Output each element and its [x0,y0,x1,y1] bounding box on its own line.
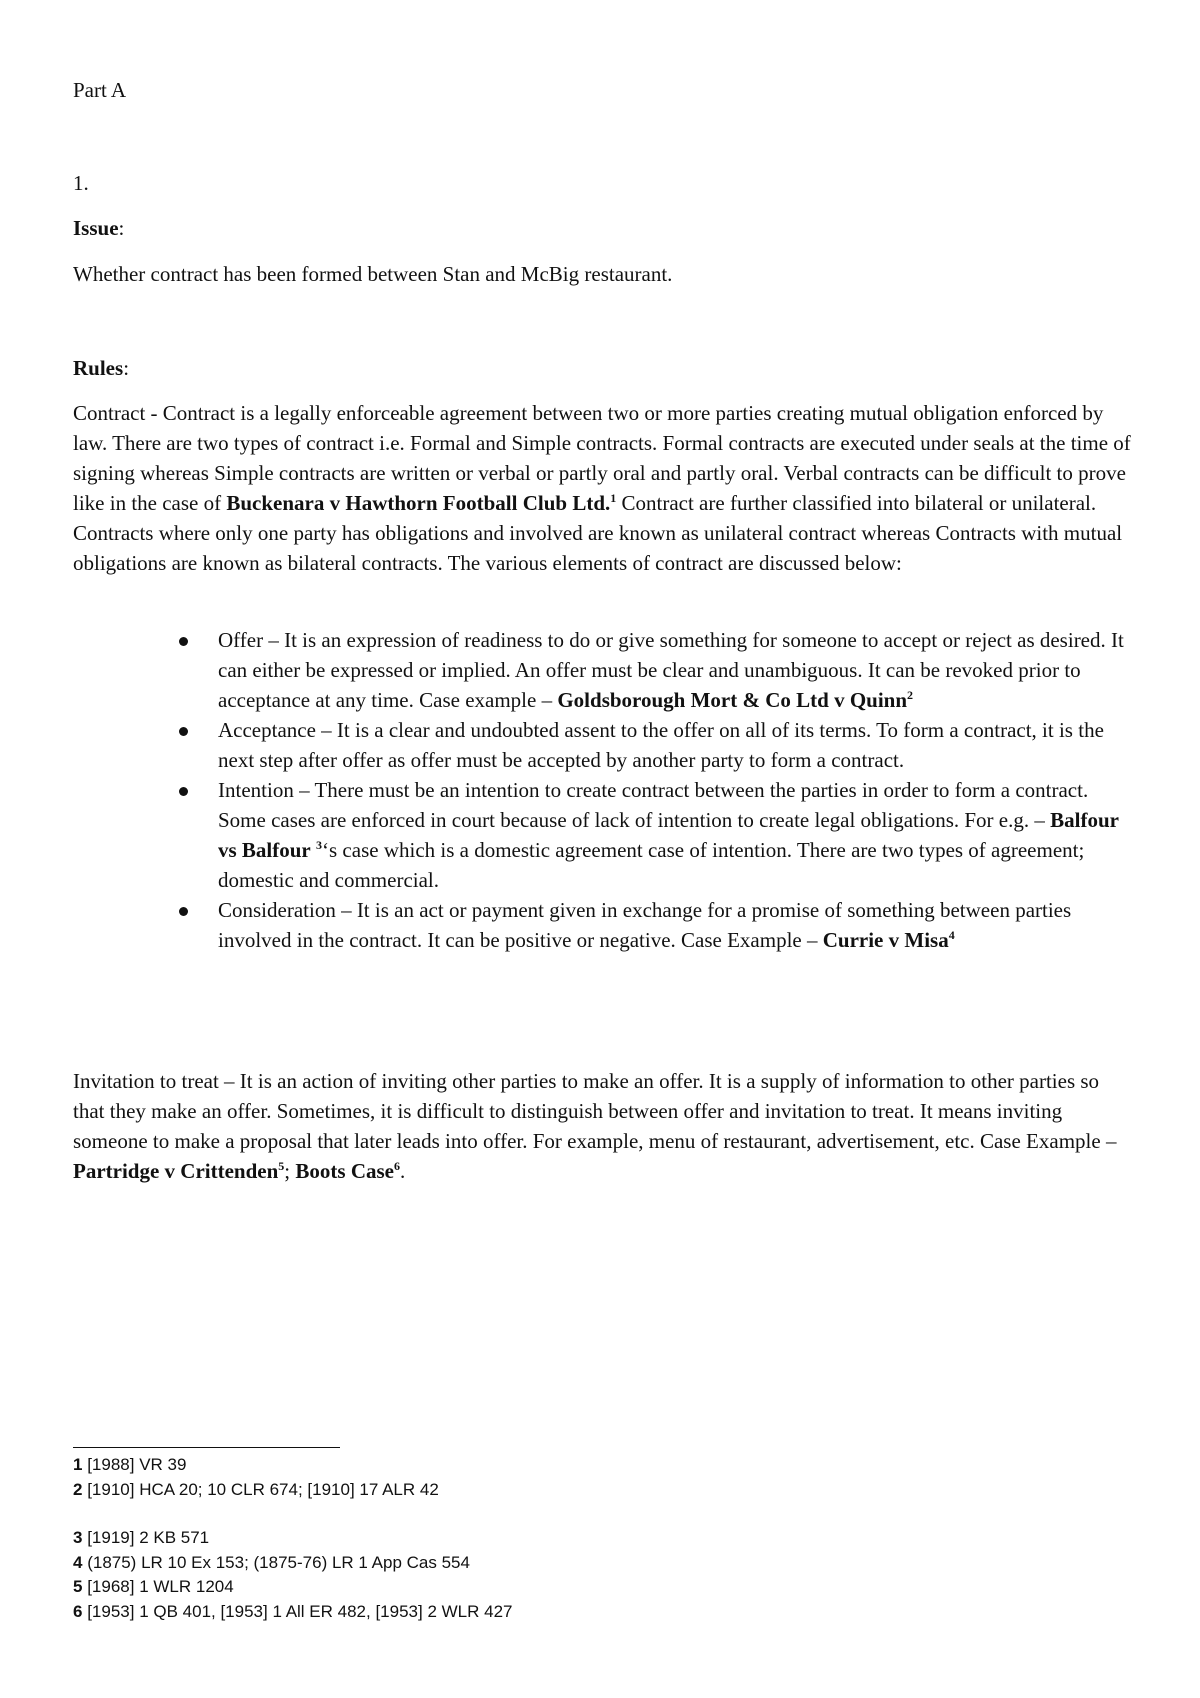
list-item-acceptance [218,715,1133,775]
issue-text: Whether contract has been formed between Stan and McBig restaurant. [73,262,673,286]
bullet-icon [179,787,188,796]
itt-separator: ; [284,1159,296,1183]
list-item-intention [218,775,1133,895]
question-number: 1. [73,171,89,195]
footnote-number: 5 [73,1577,83,1596]
bullet-icon [179,727,188,736]
contract-text-1: Contract - Contract is a legally enforceable agreement between two or more parties creating mutual obligation enforced by law. There are two types of contract i.e. Formal and Simple contracts. Formal contracts are executed under seals at the time of signing whereas Simple contracts are written or verbal or partly oral and partly oral. Verbal contracts can be difficult to prove like in the case of [73,401,1131,515]
acceptance-text: Acceptance – It is a clear and undoubted assent to the offer on all of its terms. To form a contract, it is the next step after offer as offer must be accepted by another party to form a contract. [218,718,1104,772]
rules-heading-colon: : [123,356,130,380]
footnote-number: 6 [73,1601,83,1621]
footnote-ref-6[interactable]: 6 [393,1159,400,1173]
case-goldsborough: Goldsborough Mort & Co Ltd v Quinn [557,688,908,712]
case-buckenara: Buckenara v Hawthorn Football Club Ltd. [226,491,611,515]
footnote-text: [1953] 1 QB 401, [1953] 1 All ER 482, [1953] 2 WLR 427 [87,1601,513,1621]
footnote-number: 3 [73,1528,83,1547]
case-boots: Boots Case [295,1159,394,1183]
footnote-item [73,1453,513,1478]
bullet-icon [179,637,188,646]
itt-text: Invitation to treat – It is an action of inviting other parties to make an offer. It is a supply of information to other parties so that they make an offer. Sometimes, it is difficult to distinguish between offer and invitation to treat. It means inviting someone to make a proposal that later leads into offer. For example, menu of restaurant, advertisement, etc. Case Example – [73,1069,1117,1153]
itt-end: . [399,1159,406,1183]
footnote-item [73,1600,513,1625]
issue-heading-colon: : [118,216,125,240]
contract-text-2: Contract are further classified into bilateral or unilateral. Contracts where only one party has obligations and involved are known as unilateral contract whereas Contracts with mutual obligations are known as bilateral contracts. The various elements of contract are discussed below: [73,491,1123,575]
contract-paragraph [73,398,1135,578]
footnote-ref-5[interactable]: 5 [278,1159,285,1173]
bullet-icon [179,907,188,916]
contract-elements-list [218,625,1133,955]
footnote-ref-4[interactable]: 4 [948,928,955,942]
invitation-to-treat-paragraph [73,1066,1135,1186]
footnote-text: [1919] 2 KB 571 [87,1528,210,1547]
footnote-item [73,1526,513,1551]
issue-heading [73,213,124,243]
footnote-text: [1968] 1 WLR 1204 [87,1577,234,1596]
footnote-divider [73,1447,340,1448]
footnote-item [73,1575,513,1600]
issue-heading-label: Issue [73,216,119,240]
list-item-offer [218,625,1133,715]
rules-heading-label: Rules [73,356,124,380]
footnote-item [73,1478,513,1503]
part-title: Part A [73,78,127,102]
offer-text: Offer – It is an expression of readiness to do or give something for someone to accept or reject as desired. It can either be expressed or implied. An offer must be clear and unambiguous. It can be revoked prior to acceptance at any time. Case example – [218,628,1124,712]
case-partridge: Partridge v Crittenden [73,1159,279,1183]
list-item-consideration [218,895,1133,955]
footnote-text: (1875) LR 10 Ex 153; (1875-76) LR 1 App Cas 554 [87,1552,470,1572]
footnote-number: 2 [73,1479,83,1499]
footnotes-list [73,1453,513,1624]
footnote-text: [1910] HCA 20; 10 CLR 674; [1910] 17 ALR 42 [87,1479,439,1499]
consideration-text: Consideration – It is an act or payment given in exchange for a promise of something between parties involved in the contract. It can be positive or negative. Case Example – [218,898,1072,952]
rules-heading [73,353,129,383]
intention-text-after: ‘s case which is a domestic agreement case of intention. There are two types of agreement; domestic and commercial. [218,838,1085,892]
intention-text: Intention – There must be an intention to create contract between the parties in order to form a contract. Some cases are enforced in court because of lack of intention to create legal obligations. For e.g. – [218,778,1089,832]
case-balfour: Balfour vs Balfour [218,808,1119,862]
footnote-ref-2[interactable]: 2 [907,688,914,702]
footnote-ref-3[interactable]: 3 [316,838,323,852]
footnote-text: [1988] VR 39 [87,1455,187,1474]
footnote-number: 4 [73,1552,83,1572]
footnote-ref-1[interactable]: 1 [610,491,617,505]
footnote-item [73,1551,513,1576]
footnote-number: 1 [73,1455,83,1474]
case-currie: Currie v Misa [822,928,949,952]
